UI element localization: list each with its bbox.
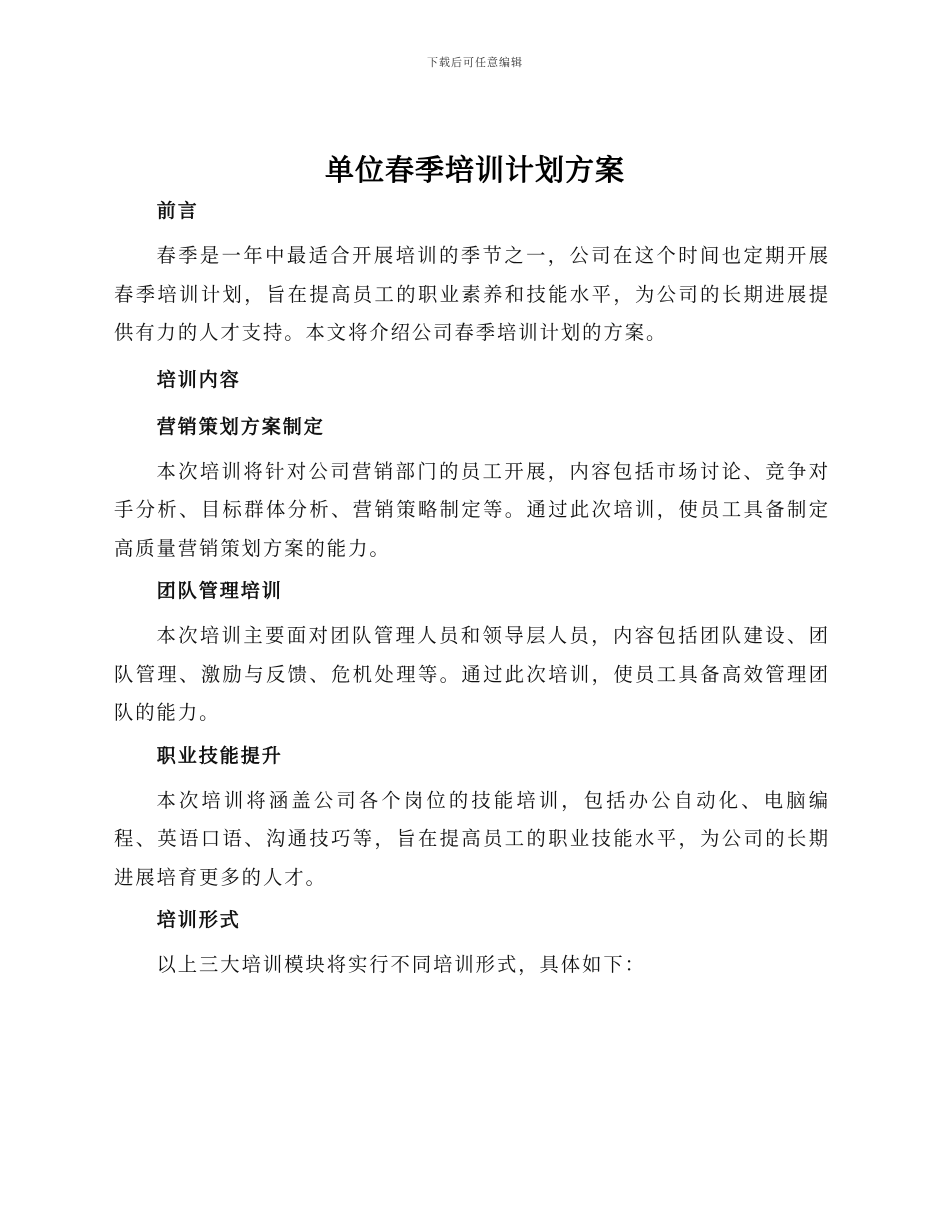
header-note: 下载后可任意编辑 [427, 56, 523, 69]
section-heading-skill-improvement: 职业技能提升 [156, 744, 283, 767]
preface-paragraph: 春季是一年中最适合开展培训的季节之一，公司在这个时间也定期开展春季培训计划，旨在提高员工的职业素养和技能水平，为公司的长期进展提供有力的人才支持。本文将介绍公司春季培训计划的方案。 [114, 244, 830, 344]
skill-improvement-paragraph: 本次培训将涵盖公司各个岗位的技能培训，包括办公自动化、电脑编程、英语口语、沟通技巧等，旨在提高员工的职业技能水平，为公司的长期进展培育更多的人才。 [114, 788, 830, 889]
document-body [114, 196, 830, 993]
section-heading-training-format: 培训形式 [156, 909, 241, 931]
section-heading-marketing-plan: 营销策划方案制定 [156, 415, 325, 438]
team-management-paragraph: 本次培训主要面对团队管理人员和领导层人员，内容包括团队建设、团队管理、激励与反馈、危机处理等。通过此次培训，使员工具备高效管理团队的能力。 [114, 624, 830, 724]
section-heading-preface: 前言 [156, 200, 199, 222]
training-format-paragraph: 以上三大培训模块将实行不同培训形式，具体如下： [156, 953, 646, 976]
section-heading-training-content: 培训内容 [156, 368, 241, 391]
marketing-plan-paragraph: 本次培训将针对公司营销部门的员工开展，内容包括市场讨论、竞争对手分析、目标群体分析、营销策略制定等。通过此次培训，使员工具备制定高质量营销策划方案的能力。 [114, 459, 830, 560]
document-title: 单位春季培训计划方案 [324, 153, 625, 187]
section-heading-team-management: 团队管理培训 [156, 580, 283, 602]
